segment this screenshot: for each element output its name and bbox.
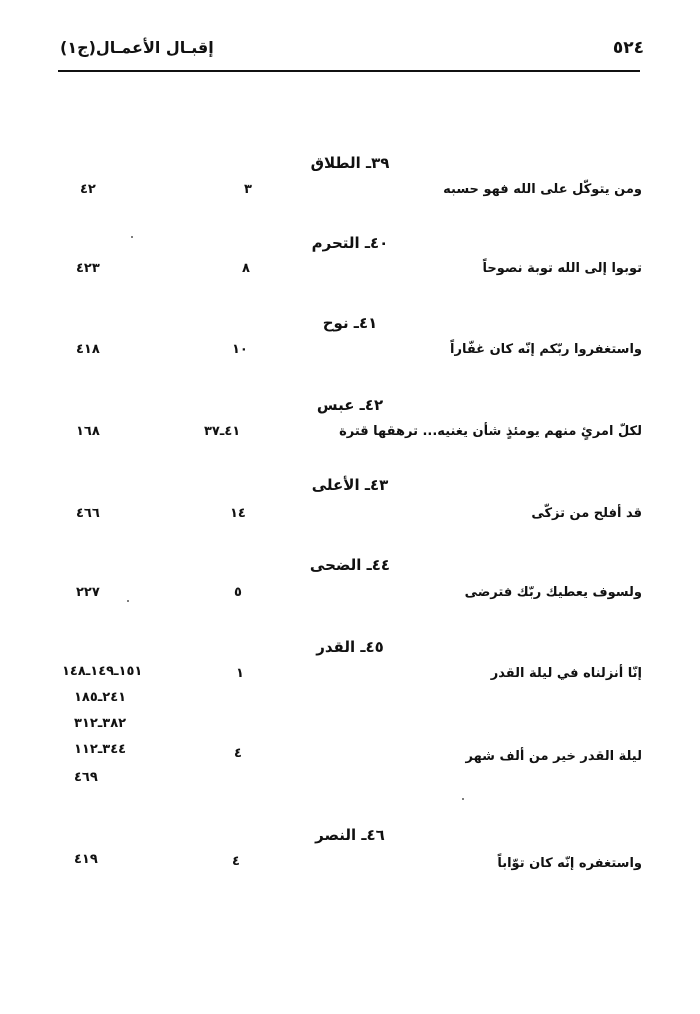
surah-heading: ٤٠ـ التحرم xyxy=(311,234,389,252)
page-reference: ٣٨٢ـ٣١٢ xyxy=(74,716,127,731)
page-reference: ١٥١ـ١٤٩ـ١٤٨ xyxy=(62,664,143,679)
verse-text: لكلّ امرئٍ منهم يومئذٍ شأن يغنيه... ترهقها قترة xyxy=(339,424,642,439)
verse-number: ٨ xyxy=(242,261,250,276)
page-reference: ٤١٩ xyxy=(74,852,98,867)
verse-text: قد أفلح من تزكّى xyxy=(531,506,642,521)
verse-text: ولسوف يعطيك ربّك فترضى xyxy=(464,585,642,600)
verse-text: ليلة القدر خير من ألف شهر xyxy=(465,749,642,764)
page-reference: ٤٦٩ xyxy=(74,770,98,785)
surah-heading: ٤٥ـ القدر xyxy=(316,638,384,656)
page-reference: ٤٦٦ xyxy=(76,506,100,521)
surah-heading: ٤٢ـ عبس xyxy=(316,396,384,414)
verse-number: ١ xyxy=(236,666,244,681)
page-reference: ٢٤١ـ١٨٥ xyxy=(74,690,127,705)
verse-text: ومن يتوكّل على الله فهو حسبه xyxy=(443,182,642,197)
page-reference: ٤١٨ xyxy=(76,342,100,357)
surah-heading: ٣٩ـ الطلاق xyxy=(310,154,390,172)
surah-heading: ٤٤ـ الضحى xyxy=(309,556,391,574)
page-reference: ٢٢٧ xyxy=(76,585,100,600)
verse-number: ٤ xyxy=(234,746,242,761)
surah-heading: ٤٦ـ النصر xyxy=(315,826,385,844)
surah-heading: ٤١ـ نوح xyxy=(322,314,378,332)
page-reference: ٤٢ xyxy=(80,182,96,197)
verse-number: ٤١ـ٣٧ xyxy=(204,424,241,439)
verse-text: توبوا إلى الله توبة نصوحاً xyxy=(482,261,642,276)
page-reference: ١٦٨ xyxy=(76,424,100,439)
verse-text: واستغفره إنّه كان توّاباً xyxy=(497,856,642,871)
page-reference: ٤٢٣ xyxy=(76,261,100,276)
verse-number: ٤ xyxy=(232,854,240,869)
scan-speck xyxy=(131,236,133,238)
verse-number: ١٤ xyxy=(230,506,246,521)
verse-number: ٣ xyxy=(244,182,252,197)
page-reference: ٣٤٤ـ١١٢ xyxy=(74,742,127,757)
verse-text: إنّا أنزلناه في ليلة القدر xyxy=(490,666,642,681)
scan-speck xyxy=(127,600,129,602)
scan-speck xyxy=(462,798,464,800)
verse-text: واستغفروا ربّكم إنّه كان غفّاراً xyxy=(450,342,642,357)
running-title: إقبـال الأعمـال(ج١) xyxy=(60,38,214,57)
surah-heading: ٤٣ـ الأعلى xyxy=(311,476,389,494)
verse-number: ١٠ xyxy=(232,342,248,357)
page-number: ٥٢٤ xyxy=(612,38,644,58)
verse-number: ٥ xyxy=(234,585,242,600)
header-rule xyxy=(58,70,640,72)
